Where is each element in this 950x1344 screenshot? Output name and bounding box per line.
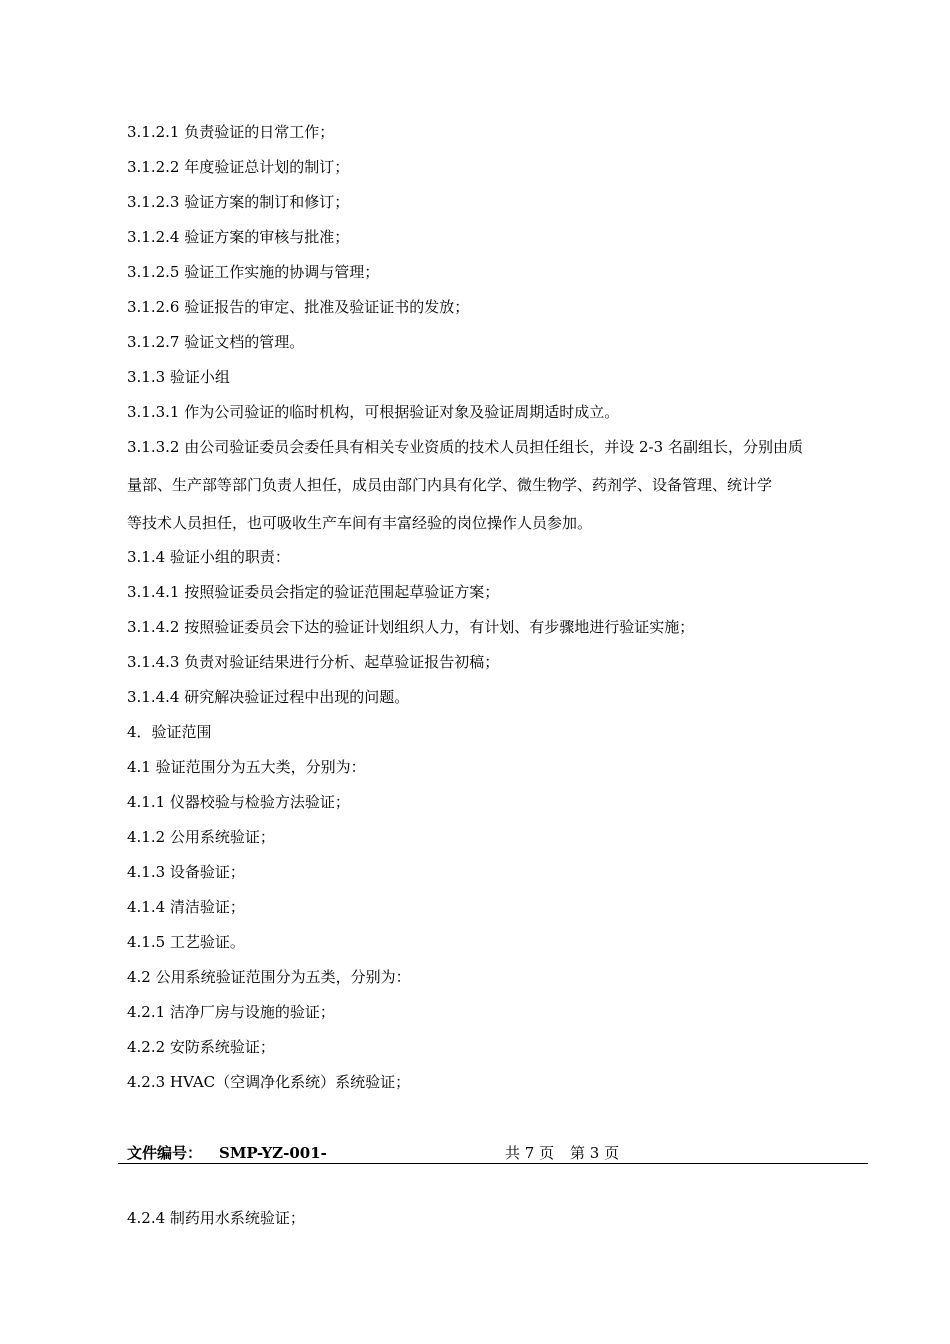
text-line: 4.2.3 HVAC（空调净化系统）系统验证； — [127, 1073, 411, 1091]
text-line: 3.1.4.1 按照验证委员会指定的验证范围起草验证方案； — [127, 583, 500, 601]
text-line: 4.1.2 公用系统验证； — [127, 828, 275, 846]
text-line: 3.1.4.4 研究解决验证过程中出现的问题。 — [127, 688, 410, 706]
section-heading: 3.1.4 验证小组的职责： — [127, 548, 290, 566]
section-heading: 4．验证范围 — [127, 723, 212, 741]
text-line: 4.2 公用系统验证范围分为五类，分别为： — [127, 968, 411, 986]
page-footer — [127, 1143, 867, 1163]
section-heading: 3.1.3 验证小组 — [127, 368, 230, 386]
text-line: 4.2.2 安防系统验证； — [127, 1038, 275, 1056]
text-line: 等技术人员担任，也可吸收生产车间有丰富经验的岗位操作人员参加。 — [127, 514, 593, 532]
text-line: 4.1.3 设备验证； — [127, 863, 245, 881]
text-line: 4.2.1 洁净厂房与设施的验证； — [127, 1003, 335, 1021]
text-line: 4.1.5 工艺验证。 — [127, 933, 245, 951]
doc-number-label: 文件编号： — [127, 1144, 203, 1162]
text-line: 3.1.2.1 负责验证的日常工作； — [127, 123, 335, 141]
text-line: 3.1.2.5 验证工作实施的协调与管理； — [127, 263, 380, 281]
text-line: 4.1.1 仪器校验与检验方法验证； — [127, 793, 350, 811]
text-line: 3.1.2.3 验证方案的制订和修订； — [127, 193, 350, 211]
text-line: 量部、生产部等部门负责人担任，成员由部门内具有化学、微生物学、药剂学、设备管理、统计学 — [127, 476, 773, 494]
doc-number: SMP-YZ-001- — [219, 1144, 327, 1162]
text-line: 3.1.4.2 按照验证委员会下达的验证计划组织人力，有计划、有步骤地进行验证实施； — [127, 618, 695, 636]
next-page-text-line: 4.2.4 制药用水系统验证； — [127, 1209, 305, 1227]
footer-divider — [118, 1163, 868, 1164]
text-line: 3.1.2.2 年度验证总计划的制订； — [127, 158, 350, 176]
text-line: 3.1.4.3 负责对验证结果进行分析、起草验证报告初稿； — [127, 653, 500, 671]
page-number: 第 3 页 — [570, 1144, 620, 1162]
text-line: 4.1 验证范围分为五大类，分别为： — [127, 758, 366, 776]
text-line: 4.1.4 清洁验证； — [127, 898, 245, 916]
text-line: 3.1.3.1 作为公司验证的临时机构，可根据验证对象及验证周期适时成立。 — [127, 403, 620, 421]
text-line: 3.1.3.2 由公司验证委员会委任具有相关专业资质的技术人员担任组长，并设 2-3 名副组长，分别由质 — [127, 438, 803, 456]
page-total: 共 7 页 — [505, 1144, 555, 1162]
text-line: 3.1.2.7 验证文档的管理。 — [127, 333, 305, 351]
text-line: 3.1.2.6 验证报告的审定、批准及验证证书的发放； — [127, 298, 470, 316]
text-line: 3.1.2.4 验证方案的审核与批准； — [127, 228, 350, 246]
